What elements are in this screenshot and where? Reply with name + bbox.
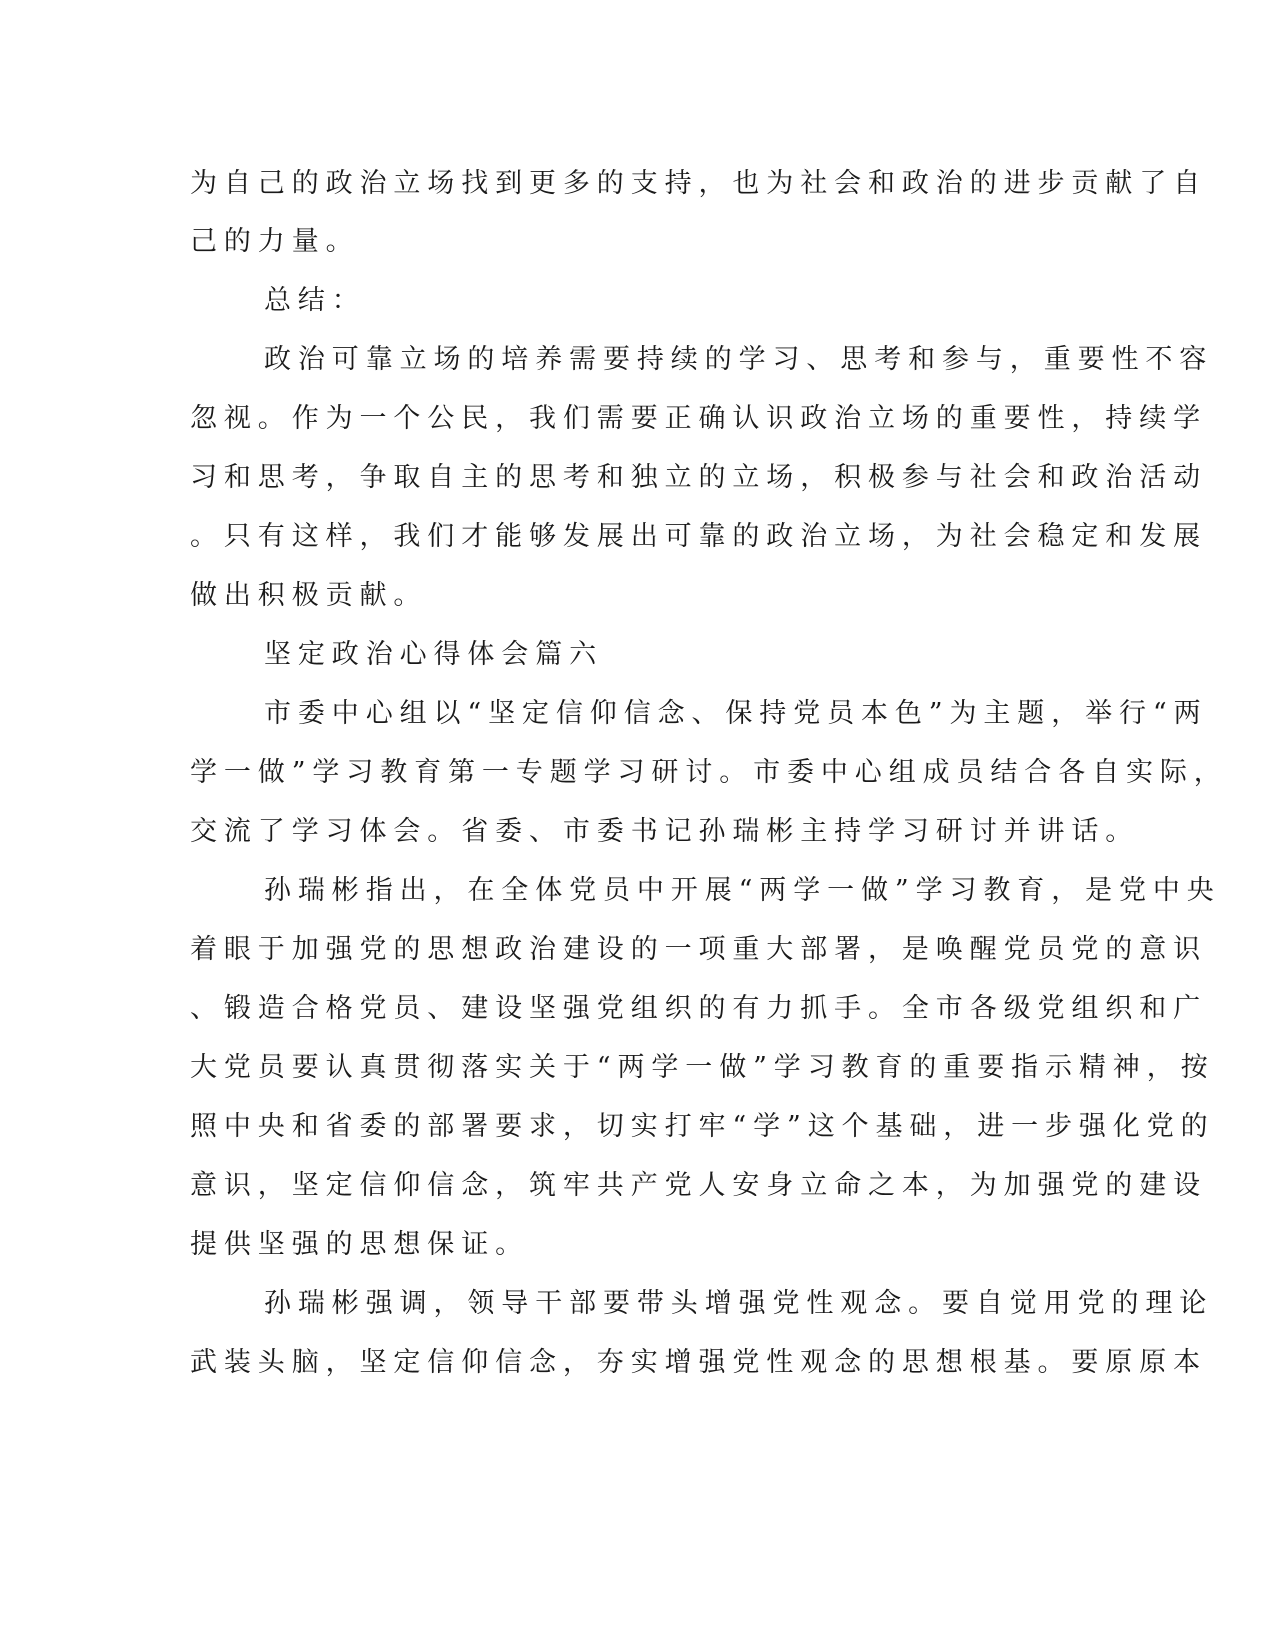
text-line: 武装头脑，坚定信仰信念，夯实增强党性观念的思想根基。要原原本 [190, 1347, 1207, 1378]
text-line: 孙瑞彬指出，在全体党员中开展“两学一做”学习教育，是党中央 [264, 875, 1221, 906]
text-line: 大党员要认真贯彻落实关于“两学一做”学习教育的重要指示精神，按 [190, 1052, 1215, 1083]
text-line: 孙瑞彬强调，领导干部要带头增强党性观念。要自觉用党的理论 [264, 1288, 1214, 1319]
text-line: 学一做”学习教育第一专题学习研讨。市委中心组成员结合各自实际， [190, 757, 1228, 788]
text-line: 做出积极贡献。 [190, 580, 428, 611]
text-line: 、锻造合格党员、建设坚强党组织的有力抓手。全市各级党组织和广 [190, 993, 1207, 1024]
text-line: 习和思考，争取自主的思考和独立的立场，积极参与社会和政治活动 [190, 462, 1207, 493]
text-line: 市委中心组以“坚定信仰信念、保持党员本色”为主题，举行“两 [264, 698, 1208, 729]
section-heading: 坚定政治心得体会篇六 [264, 639, 603, 670]
text-line: 。只有这样，我们才能够发展出可靠的政治立场，为社会稳定和发展 [190, 521, 1207, 552]
text-line: 为自己的政治立场找到更多的支持，也为社会和政治的进步贡献了自 [190, 168, 1207, 199]
text-line: 忽视。作为一个公民，我们需要正确认识政治立场的重要性，持续学 [190, 403, 1207, 434]
section-label: 总结： [264, 285, 366, 316]
text-line: 己的力量。 [190, 226, 360, 257]
text-line: 照中央和省委的部署要求，切实打牢“学”这个基础，进一步强化党的 [190, 1111, 1215, 1142]
text-line: 政治可靠立场的培养需要持续的学习、思考和参与，重要性不容 [264, 344, 1214, 375]
text-line: 交流了学习体会。省委、市委书记孙瑞彬主持学习研讨并讲话。 [190, 816, 1140, 847]
text-line: 着眼于加强党的思想政治建设的一项重大部署，是唤醒党员党的意识 [190, 934, 1207, 965]
text-line: 意识，坚定信仰信念，筑牢共产党人安身立命之本，为加强党的建设 [190, 1170, 1207, 1201]
text-line: 提供坚强的思想保证。 [190, 1229, 529, 1260]
